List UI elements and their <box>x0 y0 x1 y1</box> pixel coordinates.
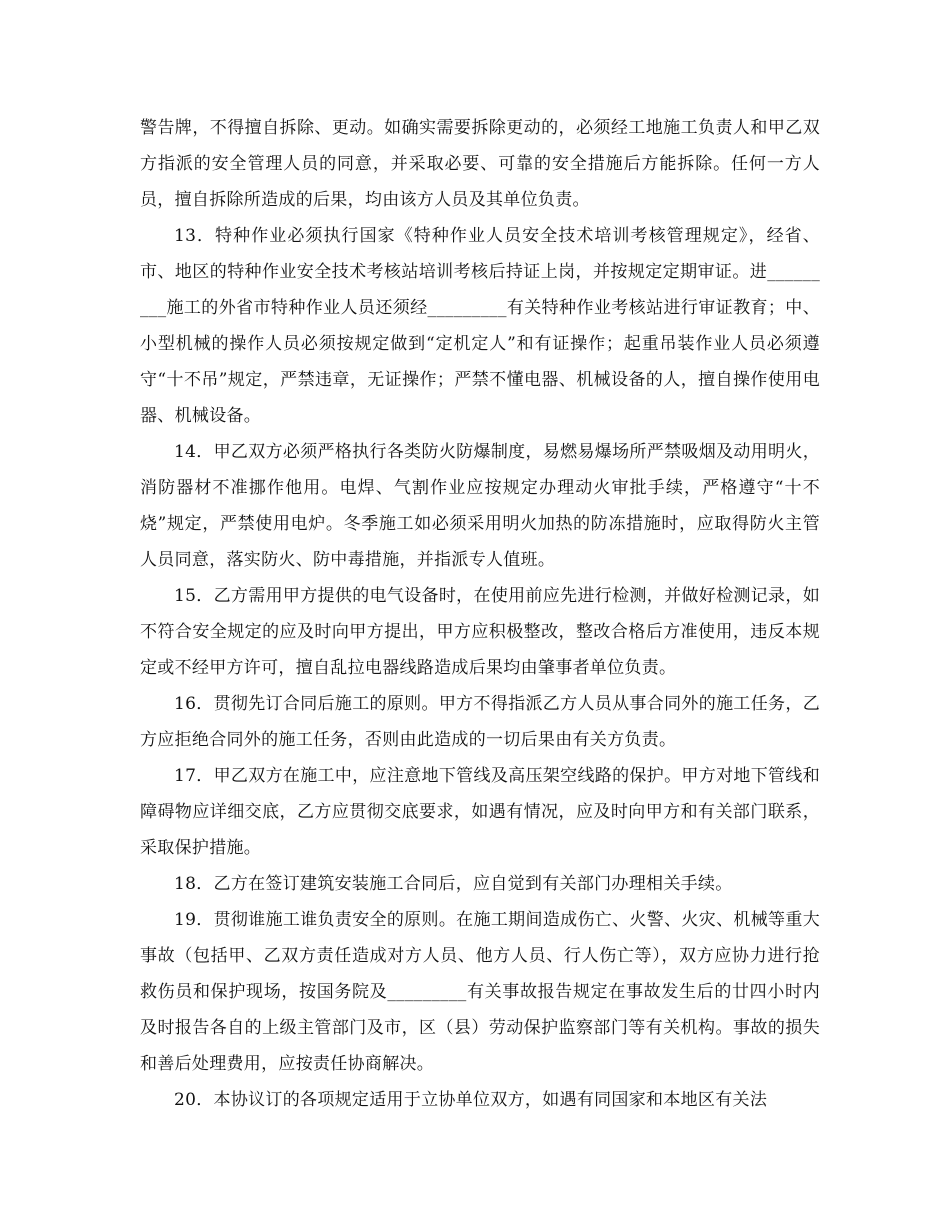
paragraph-item-17: 17．甲乙双方在施工中，应注意地下管线及高压架空线路的保护。甲方对地下管线和障碍物应详细交底，乙方应贯彻交底要求，如遇有情况，应及时向甲方和有关部门联系，采取保护措施。 <box>140 766 820 858</box>
paragraph-continuation: 警告牌，不得擅自拆除、更动。如确实需要拆除更动的，必须经工地施工负责人和甲乙双方指派的安全管理人员的同意，并采取必要、可靠的安全措施后方能拆除。任何一方人员，擅自拆除所造成的后果，均由该方人员及其单位负责。 <box>140 118 820 210</box>
paragraph-item-15: 15．乙方需用甲方提供的电气设备时，在使用前应先进行检测，并做好检测记录，如不符合安全规定的应及时向甲方提出，甲方应积极整改，整改合格后方准使用，违反本规定或不经甲方许可，擅自乱拉电器线路造成后果均由肇事者单位负责。 <box>140 586 820 678</box>
paragraph-item-20: 20．本协议订的各项规定适用于立协单位双方，如遇有同国家和本地区有关法 <box>174 1090 768 1110</box>
paragraph-item-18: 18．乙方在签订建筑安装施工合同后，应自觉到有关部门办理相关手续。 <box>174 874 733 894</box>
paragraph-item-13: 13．特种作业必须执行国家《特种作业人员安全技术培训考核管理规定》，经省、市、地区的特种作业安全技术考核站培训考核后持证上岗，并按规定定期审证。进_________施工的外省市特种作业人员还须经_________有关特种作业考核站进行审证教育；中、小型机械的操作人员必须按规定做到“定机定人”和有证操作；起重吊装作业人员必须遵守“十不吊”规定，严禁违章，无证操作；严禁不懂电器、机械设备的人，擅自操作使用电器、机械设备。 <box>140 226 820 426</box>
paragraph-item-14: 14．甲乙双方必须严格执行各类防火防爆制度，易燃易爆场所严禁吸烟及动用明火，消防器材不准挪作他用。电焊、气割作业应按规定办理动火审批手续，严格遵守“十不烧”规定，严禁使用电炉。冬季施工如必须采用明火加热的防冻措施时，应取得防火主管人员同意，落实防火、防中毒措施，并指派专人值班。 <box>140 442 820 570</box>
paragraph-item-16: 16．贯彻先订合同后施工的原则。甲方不得指派乙方人员从事合同外的施工任务，乙方应拒绝合同外的施工任务，否则由此造成的一切后果由有关方负责。 <box>140 694 820 750</box>
paragraph-item-19: 19．贯彻谁施工谁负责安全的原则。在施工期间造成伤亡、火警、火灾、机械等重大事故（包括甲、乙双方责任造成对方人员、他方人员、行人伤亡等），双方应协力进行抢救伤员和保护现场，按国务院及_________有关事故报告规定在事故发生后的廿四小时内及时报告各自的上级主管部门及市，区（县）劳动保护监察部门等有关机构。事故的损失和善后处理费用，应按责任协商解决。 <box>140 910 820 1074</box>
document-body <box>140 110 820 1118</box>
